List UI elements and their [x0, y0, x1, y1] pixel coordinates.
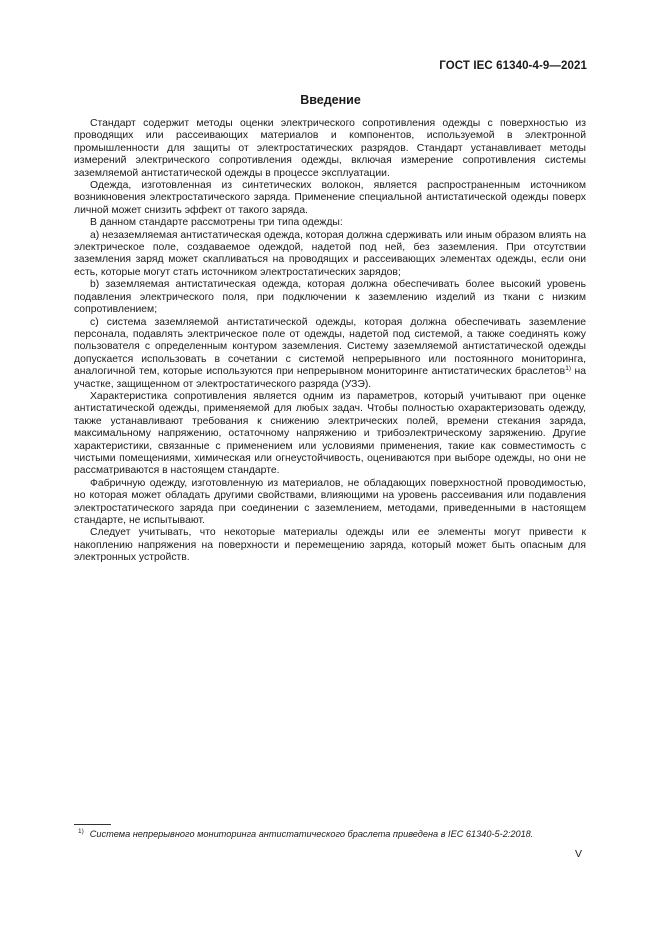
list-item-c	[74, 317, 586, 391]
paragraph: Следует учитывать, что некоторые материалы одежды или ее элементы могут привести к накоплению напряжения на поверхности и перемещению заряда, который может быть опасным для электронных устройств.	[74, 527, 586, 564]
footnote-text: Система непрерывного мониторинга антистатического браслета приведена в IEC 61340-5-2:2018.	[89, 829, 534, 839]
paragraph: Одежда, изготовленная из синтетических волокон, является распространенным источником возникновения электростатического заряда. Применение специальной антистатической одежды поверх личной может снизить эффект от такого заряда.	[74, 180, 586, 216]
footnote-mark: 1)	[78, 828, 84, 835]
list-item-b: b) заземляемая антистатическая одежда, которая должна обеспечивать более высокий уровень подавления электрического поля, при подключении к заземлению изделий из ткани с низким сопротивлением;	[74, 279, 586, 316]
paragraph: Характеристика сопротивления является одним из параметров, который учитывают при оценке антистатической одежды, применяемой для любых задач. Чтобы полностью охарактеризовать одежду, также устанавливают требования к снижению электрических полей, времени стекания заряда, максимальному напряжению, остаточному напряжению и трибоэлектрическому заряжению. Другие характеристики, связанные с применением или условиями применения, такие как совместимость с чистыми помещениями, химическая или огнеустойчивость, оцениваются при выборе одежды, но они не рассматриваются в настоящем стандарте.	[74, 390, 586, 477]
standard-id-header: ГОСТ IEC 61340-4-9—2021	[439, 60, 587, 72]
footnote	[74, 829, 586, 840]
list-item-a: а) незаземляемая антистатическая одежда, которая должна сдерживать или иным образом влиять на электрическое поле, создаваемое одеждой, надетой под ней, без заземления. При отсутствии заземления заряд может скапливаться на проводящих и рассеивающих элементах одежды, если они есть, которые могут стать источником электростатических зарядов;	[74, 229, 586, 278]
list-item-c-text: с) система заземляемой антистатической одежды, которая должна обеспечивать заземление персонала, подавлять электрическое поле от одежды, надетой под системой, а также соединять кожу пользователя с определенным контуром заземления. Систему заземляемой антистатической одежды допускается использовать в сочетании с системой непрерывного или постоянного мониторинга, аналогичной тем, которые используются при непрерывном мониторинге антистатических браслетов	[74, 316, 586, 378]
footnote-divider	[74, 824, 111, 825]
body-text	[74, 118, 586, 565]
paragraph: Стандарт содержит методы оценки электрического сопротивления одежды с поверхностью из проводящих или рассеивающих материалов и компонентов, используемой в электронной промышленности для защиты от электростатических разрядов. Стандарт устанавливает методы измерений электрического сопротивления одежды, включая измерение сопротивления системы заземляемой антистатической одежды в процессе эксплуатации.	[74, 118, 586, 179]
paragraph: Фабричную одежду, изготовленную из материалов, не обладающих поверхностной проводимостью, но которая может обладать другими свойствами, влияющими на уровень рассеивания или подавления электростатического заряда при соединении с заземлением, методами, приведенными в настоящем стандарте, не испытывают.	[74, 477, 586, 526]
footnote-reference: 1)	[565, 365, 571, 373]
list-item-c-text-end: на участке, защищенном от электростатического разряда (УЗЭ).	[74, 366, 586, 390]
paragraph: В данном стандарте рассмотрены три типа одежды:	[90, 217, 343, 229]
section-title: Введение	[300, 93, 361, 107]
page-number: V	[574, 848, 582, 860]
